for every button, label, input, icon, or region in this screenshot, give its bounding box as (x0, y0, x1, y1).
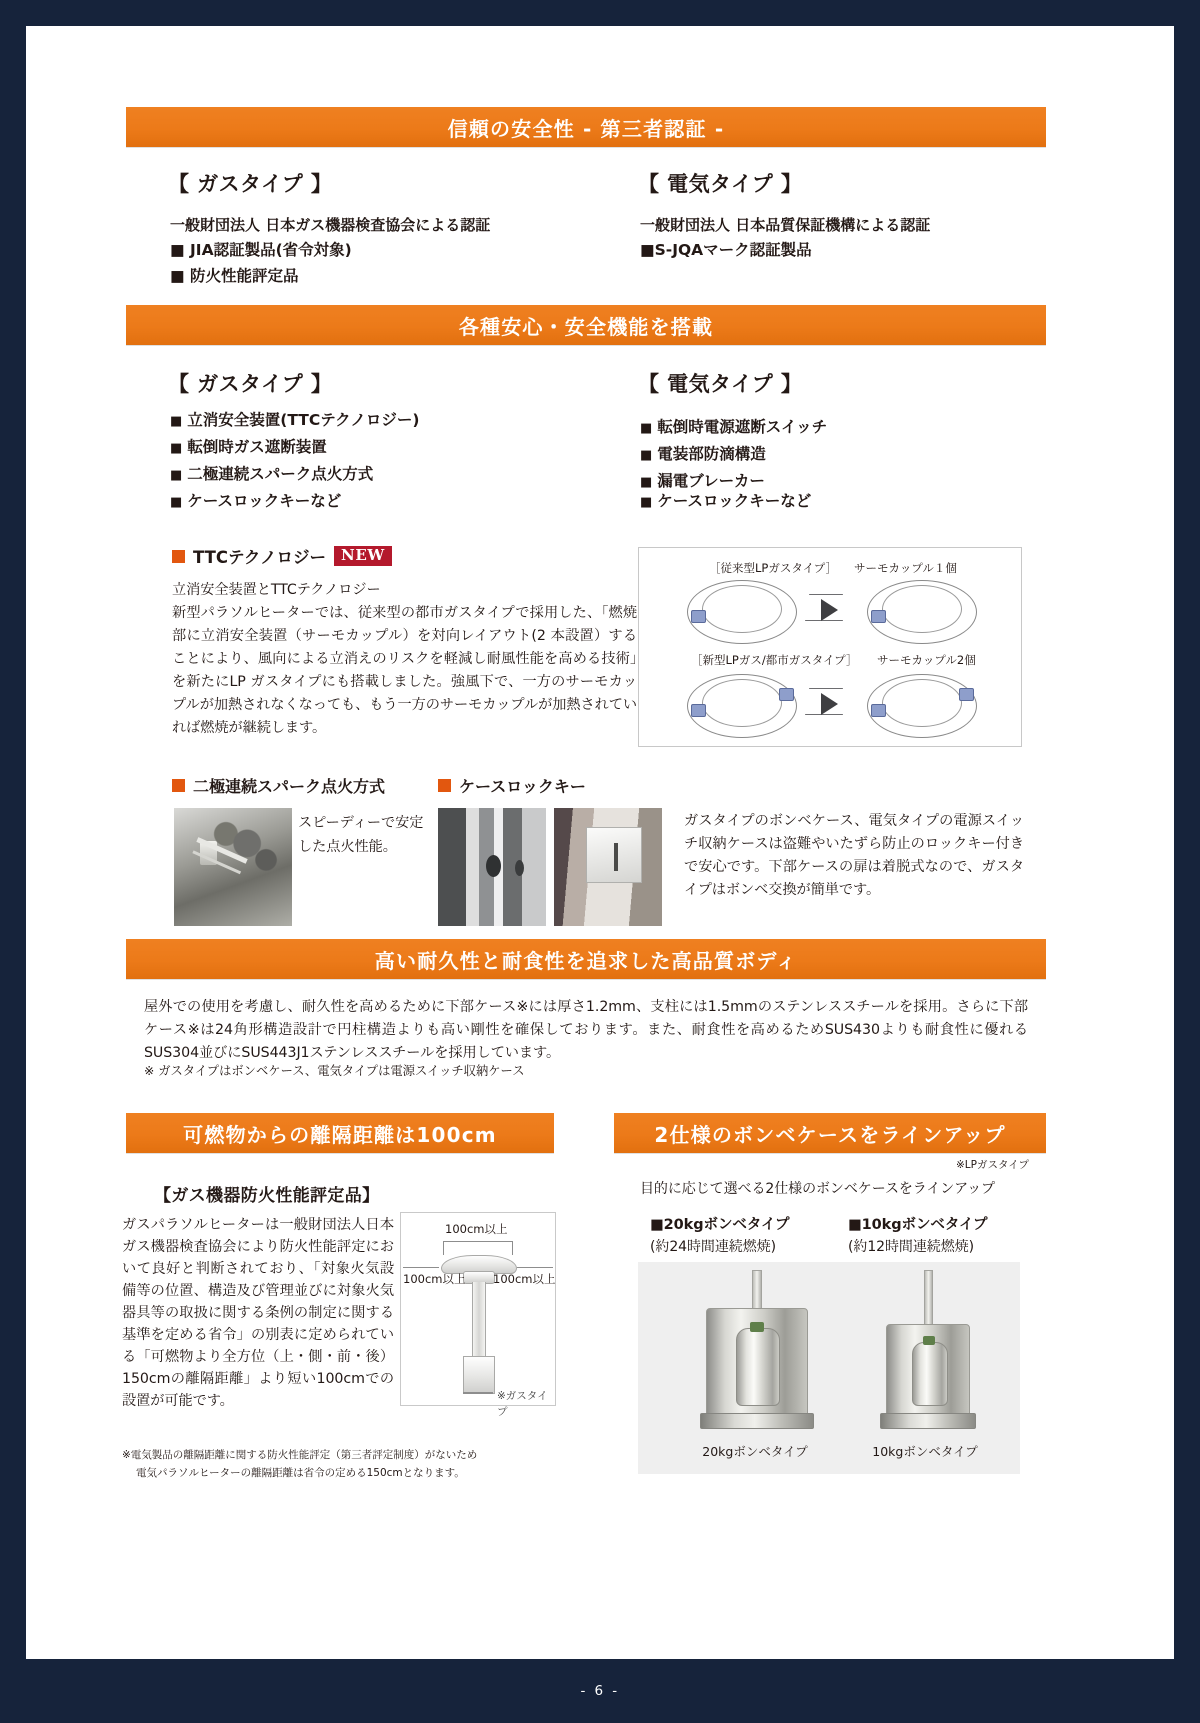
lock-case-photo-1 (438, 808, 546, 926)
bombe-pipe (924, 1270, 933, 1328)
spark-title: 二極連続スパーク点火方式 (193, 777, 386, 796)
ttc-diagram-row1-label: ［従来型LPガスタイプ］ (709, 561, 838, 575)
section-header-bombe: 2仕様のボンベケースをラインアップ (614, 1113, 1046, 1153)
bombe-base (880, 1413, 976, 1429)
spark-title-row (172, 774, 385, 797)
square-bullet-icon: ■ (640, 495, 653, 510)
wind-arrow-icon (821, 693, 838, 715)
burner-ring-inner (702, 585, 782, 633)
lockkey-title: ケースロックキー (459, 777, 586, 796)
thermocouple-icon (959, 688, 974, 701)
burner-ring-inner (882, 585, 962, 633)
heater-pole (472, 1282, 486, 1356)
distance-footnote-line1: ※電気製品の離隔距離に関する防火性能評定（第三者評定制度）がないため (122, 1449, 478, 1461)
bombe-item-1-title: ■10kgボンベタイプ (848, 1217, 988, 1233)
feat-gas-item-2: ■ 二極連続スパーク点火方式 (170, 465, 374, 483)
cert-gas-item-0: ■ JIA認証製品(省令対象) (170, 241, 352, 259)
new-badge: NEW (334, 546, 392, 566)
cylinder-valve (923, 1336, 935, 1345)
section-header-body-quality: 高い耐久性と耐食性を追求した高品質ボディ (126, 939, 1046, 979)
gas-cylinder (736, 1328, 780, 1406)
ttc-diagram-row2-label: ［新型LPガス/都市ガスタイプ］ (691, 653, 858, 667)
cert-electric-heading: 【 電気タイプ 】 (638, 172, 803, 196)
spark-ignition-photo (174, 808, 292, 926)
ttc-body: 新型パラソルヒーターでは、従来型の都市ガスタイプで採用した、「燃焼部に立消安全装置（サーモカップル）を対向レイアウト(2 本設置）することにより、風向による立消えのリスクを軽減し耐風性能を高める技術」を新たにLP ガスタイプにも搭載しました。強風下で、一方のサーモカップルが加熱されなくなっても、もう一方のサーモカップルが加熱されていれば燃焼が継続します。 (172, 605, 637, 736)
body-quality-text: 屋外での使用を考慮し、耐久性を高めるために下部ケース※には厚さ1.2mm、支柱には1.5mmのステンレススチールを採用。さらに下部ケース※は24角形構造設計で円柱構造よりも高い剛性を確保しております。また、耐食性を高めるためSUS430よりも耐食性に優れるSUS304並びにSUS443J1ステンレススチールを採用しています。 (144, 999, 1028, 1061)
bombe-photo-panel (638, 1262, 1020, 1474)
cylinder-valve (750, 1322, 764, 1332)
section-header-certification: 信頼の安全性 - 第三者認証 - (126, 107, 1046, 147)
thermocouple-icon (691, 610, 706, 623)
square-bullet-icon: ■ (640, 448, 653, 463)
cert-gas-item-1: ■ 防火性能評定品 (170, 267, 299, 285)
feat-gas-item-1: ■ 転倒時ガス遮断装置 (170, 438, 327, 456)
feat-electric-item-2: ■ 漏電ブレーカー (640, 472, 765, 490)
cert-gas-heading: 【 ガスタイプ 】 (168, 172, 333, 196)
thermocouple-icon (871, 704, 886, 717)
feat-electric-heading: 【 電気タイプ 】 (638, 372, 803, 396)
lockkey-title-row (438, 774, 586, 797)
distance-body: ガスパラソルヒーターは一般財団法人日本ガス機器検査協会により防火性能評定において良好と判断されており、「対象火気設備等の位置、構造及び管理並びに対象火気器具等の取扱に関する条例の制定に関する基準を定める省令」の別表に定められている「可燃物より全方位（上・側・前・後）150cmの離隔距離」より短い100cmでの設置が可能です。 (122, 1217, 394, 1409)
orange-square-icon (172, 550, 185, 563)
bombe-item-0-title: ■20kgボンベタイプ (650, 1217, 790, 1233)
wind-arrow-icon (821, 599, 838, 621)
distance-diagram (400, 1212, 556, 1418)
feat-gas-item-0: ■ 立消安全装置(TTCテクノロジー) (170, 411, 420, 429)
square-bullet-icon: ■ (170, 414, 183, 429)
cert-electric-lead: 一般財団法人 日本品質保証機構による認証 (640, 216, 931, 234)
section-header-features: 各種安心・安全機能を搭載 (126, 305, 1046, 345)
square-bullet-icon: ■ (170, 468, 183, 483)
ttc-title: TTCテクノロジー (193, 548, 327, 567)
feat-gas-item-3: ■ ケースロックキーなど (170, 492, 342, 510)
body-quality-note: ※ ガスタイプはボンベケース、電気タイプは電源スイッチ収納ケース (144, 1064, 525, 1078)
lockkey-body: ガスタイプのボンベケース、電気タイプの電源スイッチ収納ケースは盗難やいたずら防止のロックキー付きで安心です。下部ケースの扉は着脱式なので、ガスタイプはボンベ交換が簡単です。 (684, 813, 1024, 898)
orange-square-icon (438, 779, 451, 792)
square-bullet-icon: ■ (640, 475, 653, 490)
distance-diagram-note: ※ガスタイプ (497, 1390, 548, 1418)
square-bullet-icon: ■ (170, 495, 183, 510)
lock-case-photo-2 (554, 808, 662, 926)
bombe-base (700, 1413, 814, 1429)
gas-cylinder (912, 1342, 948, 1406)
feat-electric-item-0: ■ 転倒時電源遮断スイッチ (640, 418, 828, 436)
bombe-10kg-caption: 10kgボンベタイプ (872, 1444, 978, 1459)
ttc-subtitle: 立消安全装置とTTCテクノロジー (172, 582, 381, 598)
distance-dim-right: 100cm以上 (493, 1272, 556, 1286)
page-content (26, 26, 1174, 1723)
feat-gas-heading: 【 ガスタイプ 】 (168, 372, 333, 396)
thermocouple-icon (779, 688, 794, 701)
ttc-title-row (172, 544, 392, 568)
burner-ring-inner (882, 679, 962, 727)
bombe-lead: 目的に応じて選べる2仕様のボンベケースをラインアップ (640, 1181, 995, 1197)
page-footer: - 6 - (26, 1659, 1174, 1723)
bombe-item-1-sub: (約12時間連続燃焼) (848, 1239, 974, 1255)
thermocouple-icon (871, 610, 886, 623)
ttc-diagram-row1-note: サーモカップル１個 (854, 561, 957, 575)
burner-ring-inner (702, 679, 782, 727)
heater-lower-case (463, 1356, 495, 1394)
distance-dim-top: 100cm以上 (445, 1222, 508, 1236)
square-bullet-icon: ■ (640, 421, 653, 436)
ttc-diagram-row2-note: サーモカップル2個 (877, 653, 976, 667)
ttc-diagram (638, 547, 1022, 747)
cert-gas-lead: 一般財団法人 日本ガス機器検査協会による認証 (170, 216, 491, 234)
orange-square-icon (172, 779, 185, 792)
distance-heading: 【ガス機器防火性能評定品】 (154, 1186, 380, 1206)
square-bullet-icon: ■ (170, 441, 183, 456)
cert-electric-item-0: ■S-JQAマーク認証製品 (640, 241, 812, 259)
bombe-20kg-photo (680, 1270, 830, 1435)
spark-caption-line1: スピーディーで安定 (298, 815, 424, 831)
spark-caption-line2: した点火性能。 (298, 839, 397, 855)
bombe-20kg-caption: 20kgボンベタイプ (702, 1444, 808, 1459)
section-header-distance: 可燃物からの離隔距離は100cm (126, 1113, 554, 1153)
thermocouple-icon (691, 704, 706, 717)
bombe-item-0-sub: (約24時間連続燃焼) (650, 1239, 776, 1255)
bombe-top-note: ※LPガスタイプ (956, 1159, 1029, 1171)
feat-electric-item-3: ■ ケースロックキーなど (640, 492, 812, 510)
bombe-10kg-photo (850, 1270, 1000, 1435)
distance-dim-left: 100cm以上 (403, 1272, 466, 1286)
feat-electric-item-1: ■ 電装部防滴構造 (640, 445, 766, 463)
distance-footnote-line2: 電気パラソルヒーターの離隔距離は省令の定める150cmとなります。 (136, 1467, 465, 1479)
